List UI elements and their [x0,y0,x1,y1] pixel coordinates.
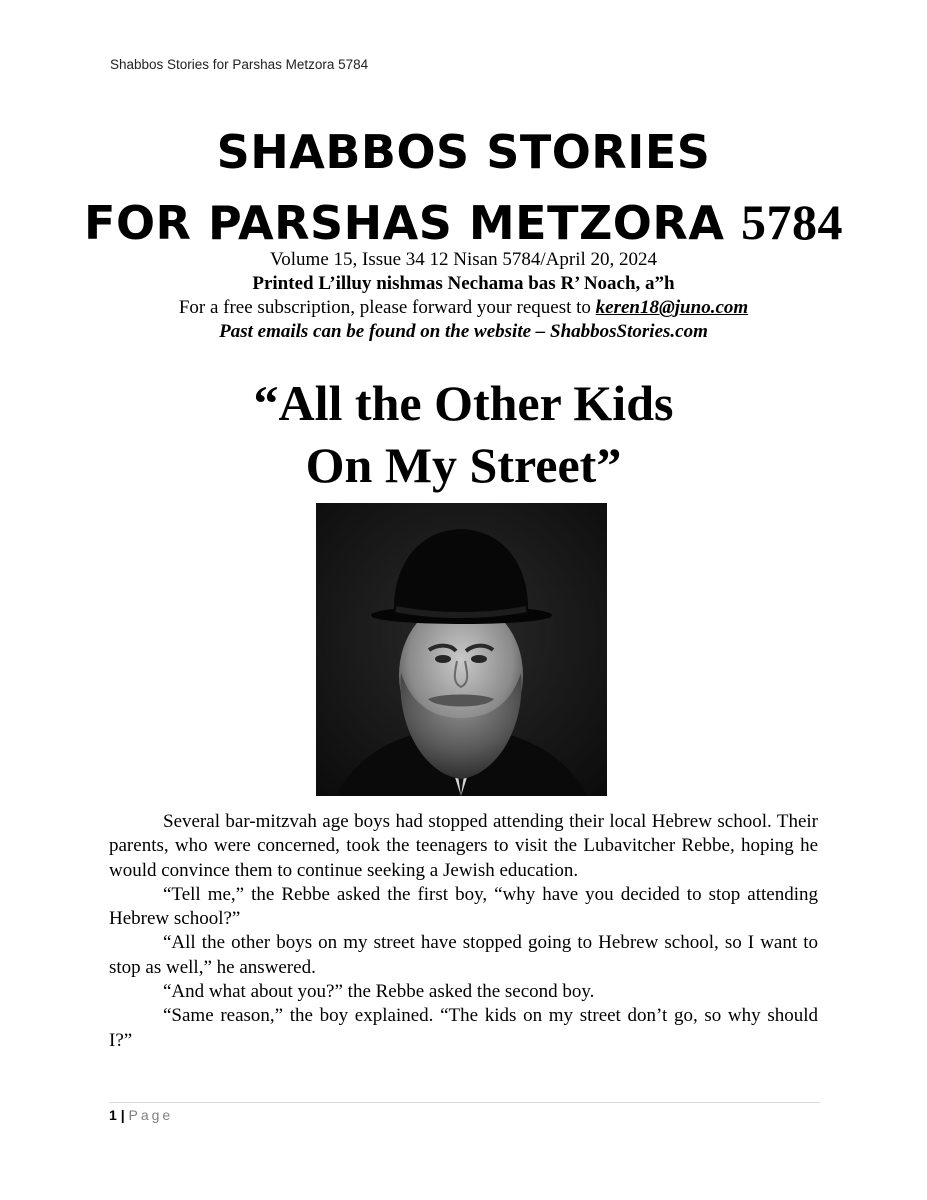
footer-divider [109,1102,820,1103]
volume-issue-line: Volume 15, Issue 34 12 Nisan 5784/April 20, 2024 [269,249,658,270]
story-body [109,810,818,1053]
portrait-illustration [316,503,607,796]
masthead-line-1: SHABBOS STORIES [216,125,711,179]
page-separator: | [120,1107,125,1123]
story-paragraph: Several bar-mitzvah age boys had stopped attending their local Hebrew school. Their parents, who were concerned, took the teenagers to visit the Lubavitcher Rebbe, hoping he would convince them to continue seeking a Jewish education. [109,811,818,881]
subscription-email-link[interactable]: keren18@juno.com [595,297,749,318]
story-paragraph: “Same reason,” the boy explained. “The kids on my street don’t go, so why should I?” [109,1005,818,1051]
page-footer [109,1107,173,1123]
story-paragraph: “And what about you?” the Rebbe asked the second boy. [163,981,595,1003]
page-label: Page [128,1107,174,1123]
running-header: Shabbos Stories for Parshas Metzora 5784 [110,57,369,72]
subscription-line [0,296,927,320]
rebbe-portrait-photo [316,503,607,796]
past-emails-line: Past emails can be found on the website – ShabbosStories.com [219,321,708,342]
story-paragraph: “Tell me,” the Rebbe asked the first boy, “why have you decided to stop attending Hebrew school?” [109,883,818,930]
dedication-line: Printed L’illuy nishmas Nechama bas R’ Noach, a”h [252,273,675,294]
masthead-line-2 [0,194,927,250]
story-paragraph: “All the other boys on my street have stopped going to Hebrew school, so I want to stop as well,” he answered. [109,932,818,978]
story-title-line-2: On My Street” [305,437,622,493]
page-number: 1 [109,1107,117,1123]
story-title-line-1: “All the Other Kids [253,375,674,431]
masthead-year: 5784 [740,194,843,250]
masthead-parsha: FOR PARSHAS METZORA [84,196,725,250]
subscription-text: For a free subscription, please forward your request to [178,297,596,318]
